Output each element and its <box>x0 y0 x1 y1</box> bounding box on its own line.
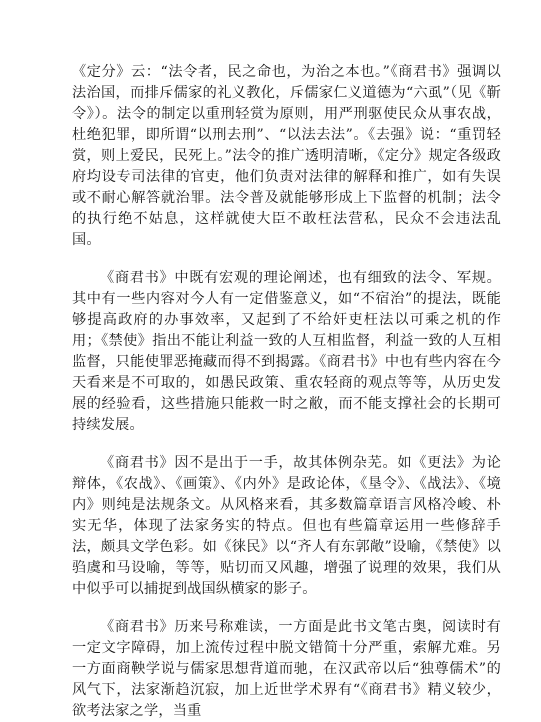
paragraph-theory-and-laws: 《商君书》中既有宏观的理论阐述，也有细致的法令、军规。其中有一些内容对今人有一定借鉴意义，如“不宿治”的提法，既能够提高政府的办事效率，又起到了不给奸吏枉法以可乘之机的作用；《禁使》指出不能让利益一致的人互相监督，利益一致的人互相监督，只能使罪恶掩藏而得不到揭露。《商君书》中也有些内容在今天看来是不可取的，如愚民政策、重农轻商的观点等等，从历史发展的经验看，这些措施只能救一时之敝，而不能支撑社会的长期可持续发展。 <box>72 270 501 433</box>
paragraph-legal-order: 《定分》云：“法令者，民之命也，为治之本也。”《商君书》强调以法治国，而排斥儒家的礼义教化，斥儒家仁义道德为“六虱”（见《靳令》）。法令的制定以重刑轻赏为原则，用严刑驱使民众从事农战，杜绝犯罪，即所谓“以刑去刑”、“以法去法”。《去强》说：“重罚轻赏，则上爱民，民死上。”法令的推广透明清晰，《定分》规定各级政府均设专司法律的官吏，他们负责对法律的解释和推广，如有失误或不耐心解答就治罪。法令普及就能够形成上下监督的机制；法令的执行绝不姑息，这样就使大臣不敢枉法营私，民众不会违法乱国。 <box>72 64 501 248</box>
paragraph-style: 《商君书》因不是出于一手，故其体例杂芜。如《更法》为论辩体，《农战》、《画策》、《内外》是政论体，《垦令》、《战法》、《境内》则纯是法规条文。从风格来看，其多数篇章语言风格冷峻、朴实无华，体现了法家务实的特点。但也有些篇章运用一些修辞手法，颇具文学色彩。如《徕民》以“齐人有东郭敞”设喻，《禁使》以驺虞和马设喻，等等，贴切而又风趣，增强了说理的效果，我们从中似乎可以捕捉到战国纵横家的影子。 <box>72 455 501 597</box>
paragraph-reading-difficulty: 《商君书》历来号称难读，一方面是此书文笔古奥，阅读时有一定文字障碍，加上流传过程中脱文错简十分严重，索解尤难。另一方面商鞅学说与儒家思想背道而驰，在汉武帝以后“独尊儒术”的风气下，法家渐趋沉寂，加上近世学术界有“《商君书》精义较少，欲考法家之学，当重 <box>72 619 501 719</box>
